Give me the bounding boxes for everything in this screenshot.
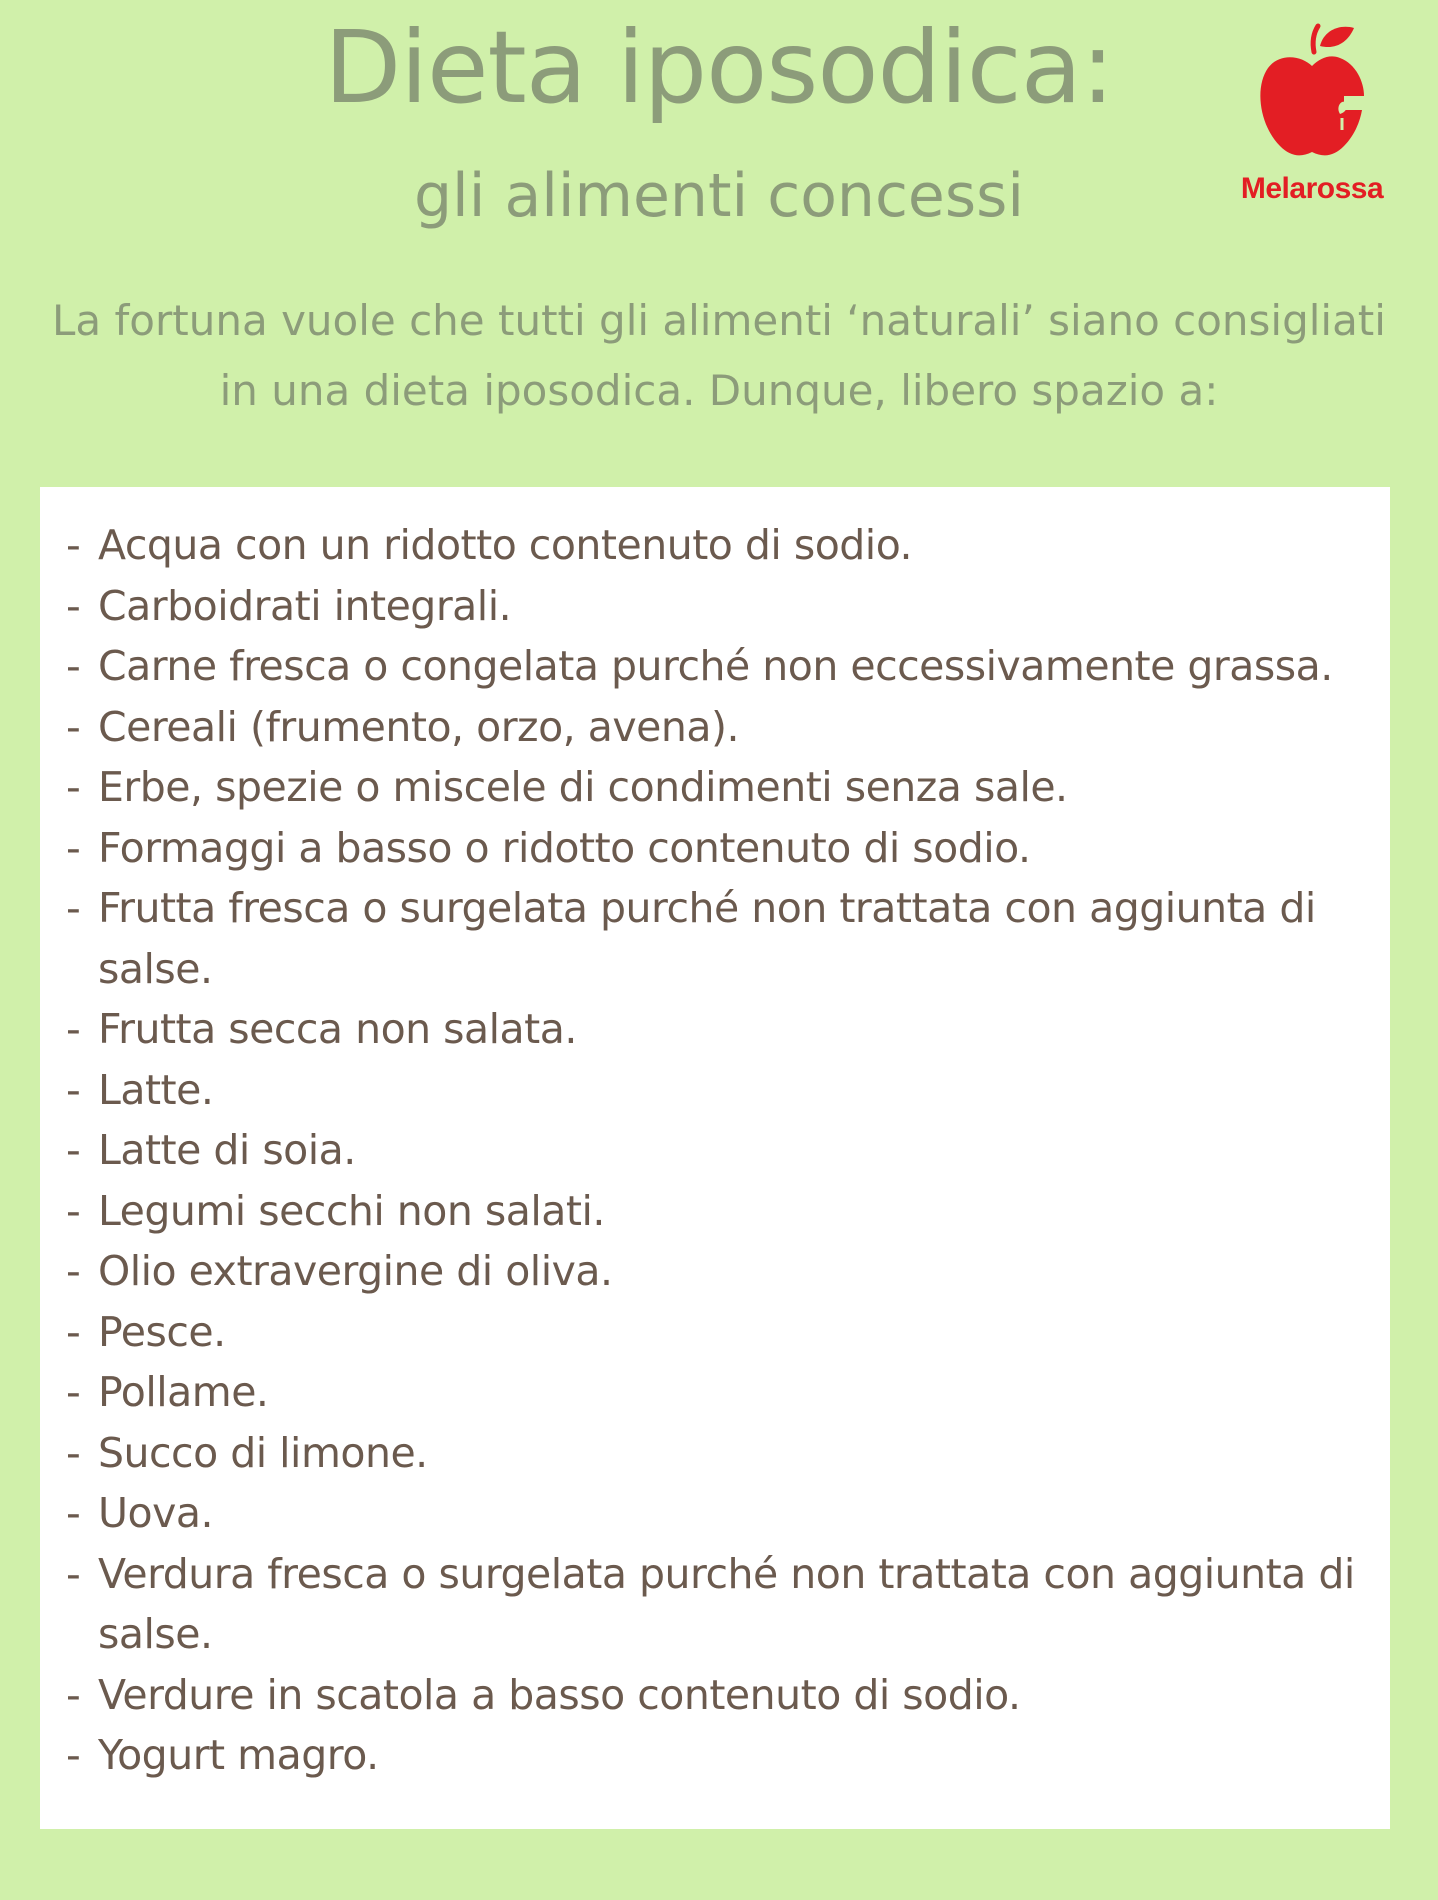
bullet-dash: - (66, 1489, 81, 1537)
melarossa-logo[interactable] (1222, 22, 1402, 218)
bullet-dash: - (66, 1186, 81, 1235)
bullet-dash: - (66, 1731, 81, 1779)
list-item (66, 1181, 1366, 1242)
list-item (66, 878, 1366, 999)
apple-icon (1256, 22, 1368, 162)
list-item (66, 757, 1366, 818)
list-item (66, 1362, 1366, 1423)
bullet-dash: - (66, 884, 81, 932)
bullet-dash: - (66, 1307, 81, 1356)
bullet-dash: - (66, 521, 81, 569)
list-item-text: Verdura fresca o surgelata purché non trattata con aggiunta di salse. (98, 1549, 1355, 1658)
bullet-dash: - (66, 1247, 81, 1295)
list-item-text: Carne fresca o congelata purché non eccessivamente grassa. (98, 642, 1333, 690)
list-item-text: Olio extravergine di oliva. (98, 1247, 613, 1295)
list-item (66, 1060, 1366, 1121)
list-item (66, 576, 1366, 637)
list-item (66, 1544, 1366, 1665)
list-item-text: Latte. (98, 1065, 214, 1114)
bullet-dash: - (66, 1549, 81, 1598)
food-list-card (40, 487, 1390, 1829)
list-item-text: Latte di soia. (98, 1126, 356, 1174)
list-item-text: Verdure in scatola a basso contenuto di sodio. (98, 1670, 1021, 1719)
list-item (66, 1120, 1366, 1181)
bullet-dash: - (66, 1670, 81, 1719)
list-item (66, 1483, 1366, 1544)
bullet-dash: - (66, 823, 81, 872)
list-item (66, 1665, 1366, 1726)
page-title: Dieta iposodica: (324, 9, 1114, 126)
list-item (66, 1423, 1366, 1484)
list-item-text: Cereali (frumento, orzo, avena). (98, 702, 739, 751)
bullet-dash: - (66, 581, 81, 630)
intro-text: La fortuna vuole che tutti gli alimenti ‘naturali’ siano consigliati in una dieta iposodica. Dunque, libero spazio a: (52, 296, 1386, 415)
logo-text: Melarossa (1240, 172, 1384, 205)
list-item-text: Legumi secchi non salati. (98, 1186, 605, 1235)
list-item (66, 697, 1366, 758)
list-item-text: Carboidrati integrali. (98, 581, 512, 630)
list-item (66, 636, 1366, 697)
list-item-text: Uova. (98, 1489, 214, 1537)
page-subtitle: gli alimenti concessi (413, 161, 1025, 231)
bullet-dash: - (66, 642, 81, 690)
bullet-dash: - (66, 763, 81, 811)
bullet-dash: - (66, 1126, 81, 1174)
list-item-text: Pollame. (98, 1368, 269, 1416)
list-item (66, 1302, 1366, 1363)
bullet-dash: - (66, 1428, 81, 1477)
list-item-text: Acqua con un ridotto contenuto di sodio. (98, 521, 913, 569)
list-item-text: Yogurt magro. (98, 1731, 379, 1779)
list-item-text: Pesce. (98, 1307, 226, 1356)
bullet-dash: - (66, 1005, 81, 1053)
list-item-text: Frutta secca non salata. (98, 1005, 577, 1053)
allowed-foods-list (66, 515, 1366, 1786)
list-item (66, 1725, 1366, 1786)
list-item-text: Erbe, spezie o miscele di condimenti senza sale. (98, 763, 1068, 811)
list-item-text: Formaggi a basso o ridotto contenuto di sodio. (98, 823, 1031, 872)
list-item (66, 999, 1366, 1060)
bullet-dash: - (66, 702, 81, 751)
list-item (66, 515, 1366, 576)
bullet-dash: - (66, 1368, 81, 1416)
list-item (66, 1241, 1366, 1302)
bullet-dash: - (66, 1065, 81, 1114)
list-item-text: Frutta fresca o surgelata purché non trattata con aggiunta di salse. (98, 884, 1316, 993)
list-item (66, 818, 1366, 879)
list-item-text: Succo di limone. (98, 1428, 428, 1477)
